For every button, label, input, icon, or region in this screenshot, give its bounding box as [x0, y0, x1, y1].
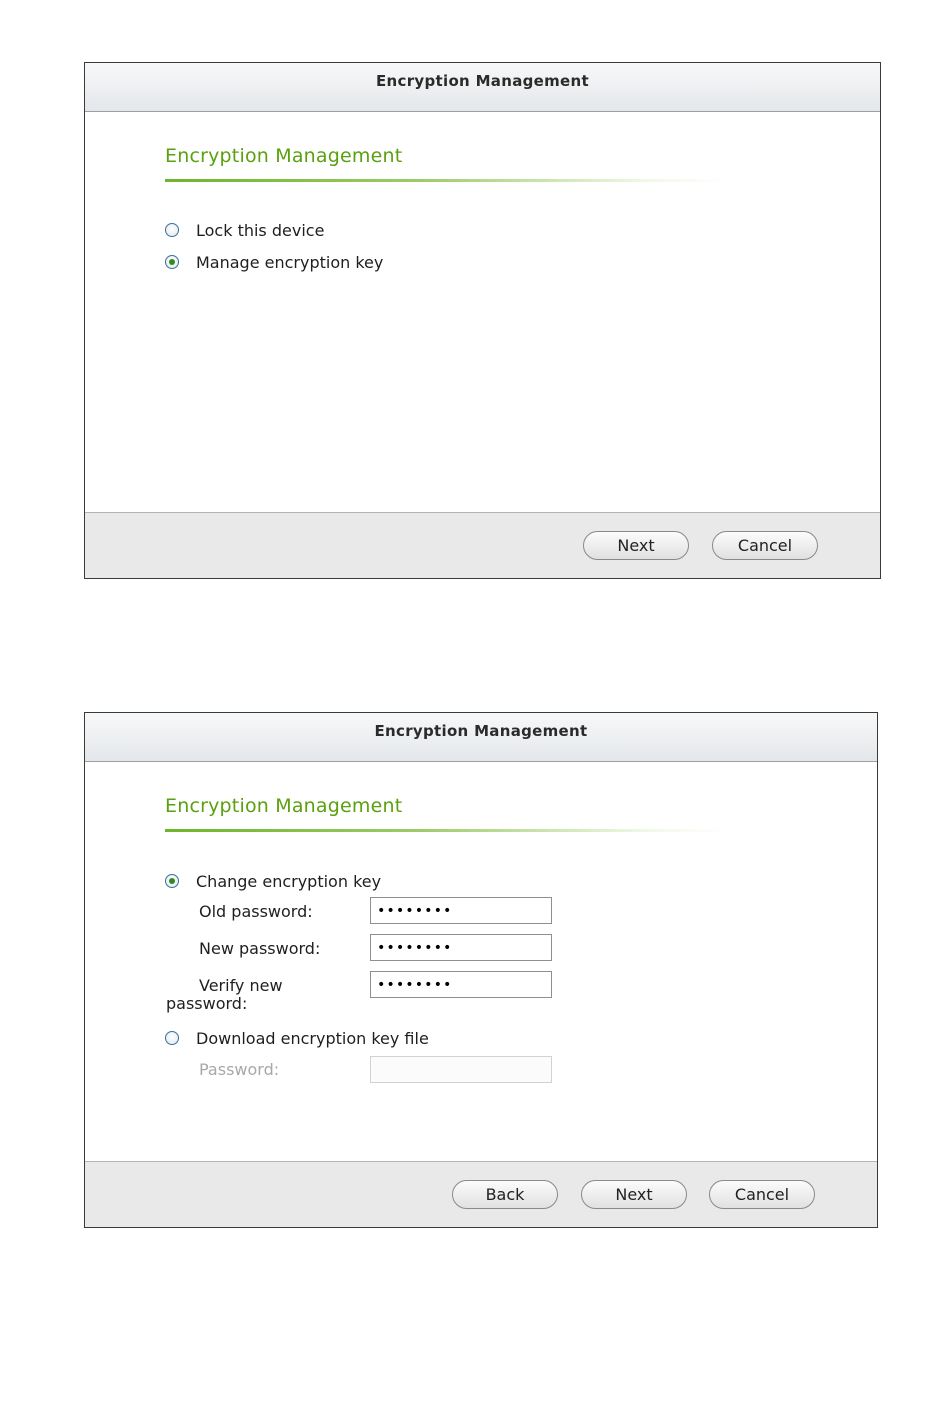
next-button[interactable]: Next — [583, 531, 689, 560]
lock-device-radio[interactable] — [165, 223, 179, 237]
verify-password-label-line1: Verify new — [199, 976, 283, 995]
dialog-2-title: Encryption Management — [85, 713, 877, 762]
dialog-1-footer — [85, 512, 880, 578]
change-key-radio[interactable] — [165, 874, 179, 888]
dialog-1-section-divider — [165, 179, 725, 182]
manage-key-label: Manage encryption key — [196, 252, 384, 272]
lock-device-label: Lock this device — [196, 220, 325, 240]
cancel-button[interactable]: Cancel — [712, 531, 818, 560]
dialog-1-title: Encryption Management — [85, 63, 880, 112]
manage-key-radio[interactable] — [165, 255, 179, 269]
download-password-input[interactable] — [370, 1056, 552, 1083]
change-key-label: Change encryption key — [196, 871, 382, 891]
manage-key-option[interactable] — [165, 251, 383, 273]
dialog-2-section-divider — [165, 829, 725, 832]
download-key-option[interactable] — [165, 1027, 429, 1049]
download-key-radio[interactable] — [165, 1031, 179, 1045]
dialog-2-section-title: Encryption Management — [165, 795, 403, 817]
encryption-management-dialog-1 — [84, 62, 881, 579]
old-password-label: Old password: — [199, 902, 313, 921]
dialog-1-section-title: Encryption Management — [165, 145, 403, 167]
back-button[interactable]: Back — [452, 1180, 558, 1209]
change-key-option[interactable] — [165, 870, 381, 892]
lock-device-option[interactable] — [165, 219, 324, 241]
new-password-label: New password: — [199, 939, 321, 958]
verify-password-input[interactable] — [370, 971, 552, 998]
next-button[interactable]: Next — [581, 1180, 687, 1209]
cancel-button[interactable]: Cancel — [709, 1180, 815, 1209]
verify-password-label-line2: password: — [166, 994, 248, 1013]
dialog-2-footer — [85, 1161, 877, 1227]
download-password-label: Password: — [199, 1060, 280, 1079]
old-password-input[interactable] — [370, 897, 552, 924]
download-key-label: Download encryption key file — [196, 1028, 429, 1048]
new-password-input[interactable] — [370, 934, 552, 961]
encryption-management-dialog-2 — [84, 712, 878, 1228]
